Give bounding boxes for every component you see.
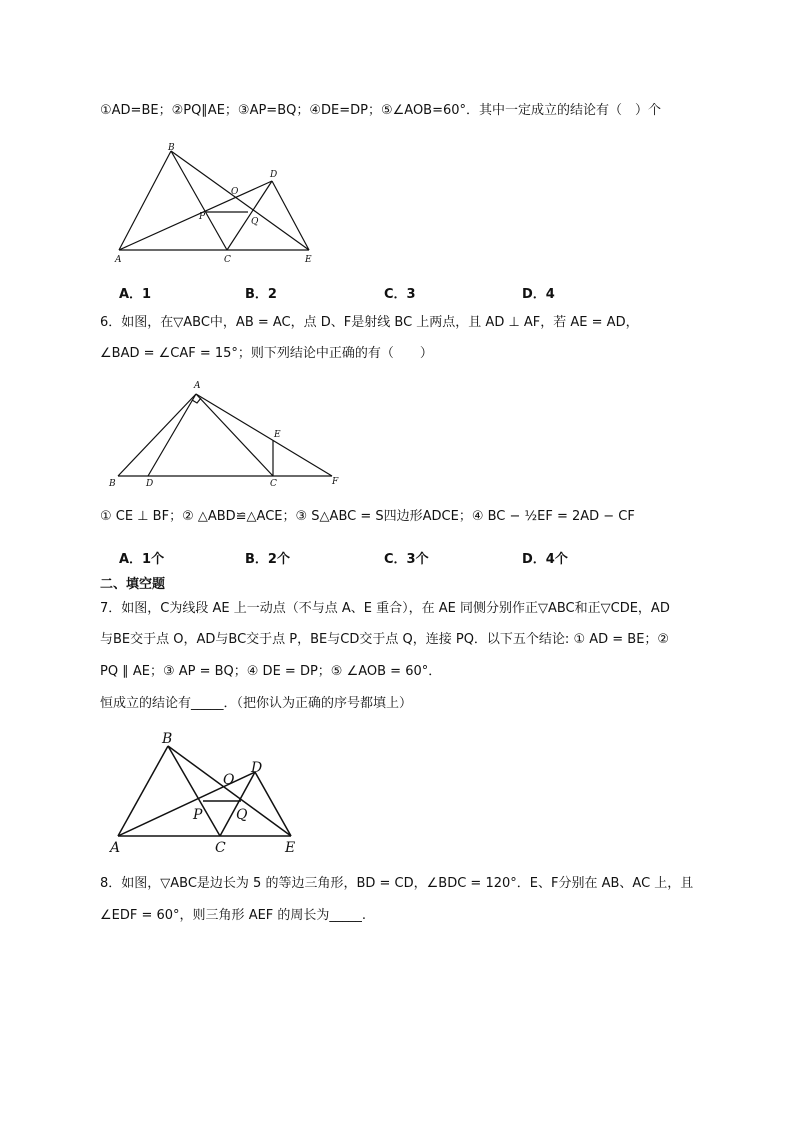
q7-label-q: Q bbox=[236, 807, 248, 823]
q5-option-a[interactable]: A．1 bbox=[119, 287, 152, 302]
q6-line-2: ∠BAD = ∠CAF = 15°；则下列结论中正确的有（ ） bbox=[100, 346, 433, 361]
q6-label-e: E bbox=[274, 430, 281, 440]
q6-label-d: D bbox=[146, 479, 154, 489]
q7-label-o: O bbox=[223, 772, 235, 788]
q5-option-b[interactable]: B．2 bbox=[245, 287, 277, 302]
q7-label-p: P bbox=[193, 807, 203, 823]
q5-label-q: Q bbox=[251, 217, 259, 227]
q6-label-b: B bbox=[109, 479, 116, 489]
q6-label-c: C bbox=[270, 479, 277, 489]
q7-label-b: B bbox=[162, 731, 173, 747]
q5-label-p: P bbox=[199, 212, 206, 222]
q7-label-e: E bbox=[285, 840, 296, 856]
q7-line-4: 恒成立的结论有_____．（把你认为正确的序号都填上） bbox=[100, 696, 413, 711]
q6-line-1: 6．如图，在▽ABC中，AB = AC，点 D、F是射线 BC 上两点，且 AD ⊥ AF，若 AE = AD， bbox=[100, 315, 639, 330]
q6-option-b[interactable]: B．2个 bbox=[245, 552, 290, 567]
q5-label-c: C bbox=[224, 255, 231, 265]
q5-figure bbox=[100, 138, 330, 268]
q7-label-c: C bbox=[215, 840, 226, 856]
q8-line-2: ∠EDF = 60°，则三角形 AEF 的周长为_____. bbox=[100, 908, 367, 923]
q6-option-a[interactable]: A．1个 bbox=[119, 552, 165, 567]
q5-statement: ①AD=BE；②PQ∥AE；③AP=BQ；④DE=DP；⑤∠AOB=60°．其中一定成立的结论有（ ）个 bbox=[100, 103, 662, 118]
q6-label-f: F bbox=[332, 477, 339, 487]
q7-label-d: D bbox=[251, 760, 263, 776]
section-heading: 二、填空题 bbox=[100, 577, 166, 592]
q5-label-e: E bbox=[305, 255, 312, 265]
q6-figure bbox=[100, 378, 350, 490]
q8-line-1: 8．如图，▽ABC是边长为 5 的等边三角形，BD = CD，∠BDC = 120°．E、F分别在 AB、AC 上，且 bbox=[100, 876, 694, 891]
q6-conclusions: ① CE ⊥ BF；② △ABD≌△ACE；③ S△ABC = S四边形ADCE；④ BC − ½EF = 2AD − CF bbox=[100, 509, 635, 524]
q5-label-d: D bbox=[270, 170, 278, 180]
q5-option-c[interactable]: C．3 bbox=[384, 287, 416, 302]
q6-label-a: A bbox=[194, 381, 201, 391]
q5-option-d[interactable]: D．4 bbox=[522, 287, 555, 302]
q7-line-1: 7．如图，C为线段 AE 上一动点（不与点 A、E 重合），在 AE 同侧分别作正▽ABC和正▽CDE，AD bbox=[100, 601, 670, 616]
q5-label-a: A bbox=[115, 255, 122, 265]
q5-label-o: O bbox=[231, 187, 239, 197]
q7-line-3: PQ ∥ AE；③ AP = BQ；④ DE = DP；⑤ ∠AOB = 60°． bbox=[100, 664, 442, 679]
q7-figure bbox=[100, 726, 320, 861]
q6-option-d[interactable]: D．4个 bbox=[522, 552, 568, 567]
q5-label-b: B bbox=[168, 143, 175, 153]
q7-line-2: 与BE交于点 O，AD与BC交于点 P，BE与CD交于点 Q，连接 PQ．以下五个结论: ① AD = BE；② bbox=[100, 632, 670, 647]
q6-option-c[interactable]: C．3个 bbox=[384, 552, 429, 567]
q7-label-a: A bbox=[110, 840, 121, 856]
